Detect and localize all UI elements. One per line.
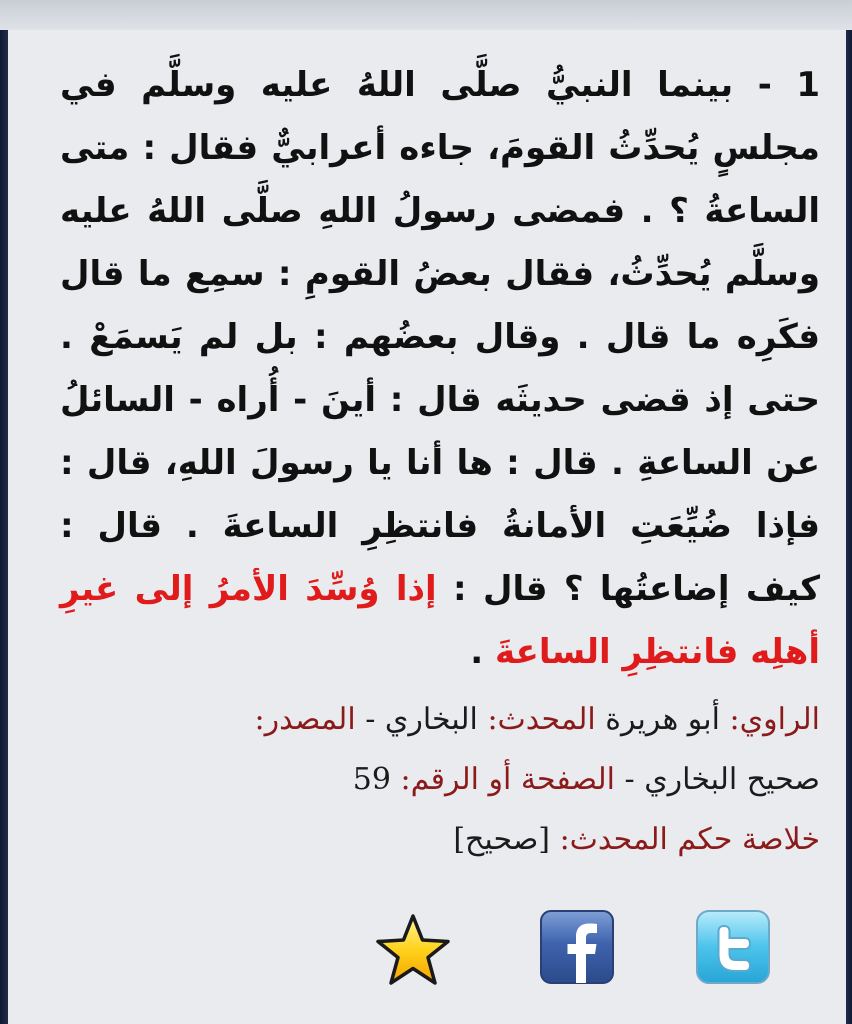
page-label: الصفحة أو الرقم: <box>400 762 615 797</box>
twitter-icon[interactable] <box>694 908 772 986</box>
hadith-main-text: 1 - بينما النبيُّ صلَّى اللهُ عليه وسلَّم في مجلسٍ يُحدِّثُ القومَ، جاءه أعرابيٌّ فقال : متى الساعةُ ؟ . فمضى رسولُ اللهِ صلَّى اللهُ عليه وسلَّم يُحدِّثُ، فقال بعضُ القومِ : سمِع ما قال فكَرِه ما قال . وقال بعضُهم : بل لم يَسمَعْ . حتى إذ قضى حديثَه قال : أينَ - أُراه - السائلُ عن الساعةِ . قال : ها أنا يا رسولَ اللهِ، قال : فإذا ضُيِّعَتِ الأمانةُ فانتظِرِ الساعةَ . قال : كيف إضاعتُها ؟ قال : <box>60 65 821 609</box>
source-label: المصدر: <box>254 702 356 737</box>
separator: - <box>355 702 385 737</box>
muhaddith-value: البخاري <box>384 702 478 737</box>
verdict-label: خلاصة حكم المحدث: <box>559 822 820 857</box>
hadith-highlight-text: إذا وُسِّدَ الأمرُ إلى غيرِ أهلِه فانتظِرِ الساعةَ <box>60 569 820 672</box>
page-value: 59 <box>352 762 391 797</box>
top-strip <box>0 0 852 30</box>
narrator-label: الراوي: <box>729 702 820 737</box>
narrator-value: أبو هريرة <box>605 702 720 737</box>
hadith-metadata <box>158 690 820 870</box>
facebook-icon[interactable] <box>538 908 616 986</box>
star-icon[interactable] <box>374 912 452 990</box>
hadith-card <box>8 30 846 1024</box>
verdict-value: [صحيح] <box>453 822 551 857</box>
separator: - <box>614 762 645 797</box>
share-actions <box>8 908 846 998</box>
frame-left <box>0 30 8 1024</box>
hadith-end-text: . <box>470 632 496 672</box>
frame-right <box>846 30 852 1024</box>
hadith-text <box>60 54 820 684</box>
source-value: صحيح البخاري <box>644 762 820 797</box>
muhaddith-label: المحدث: <box>487 702 596 737</box>
